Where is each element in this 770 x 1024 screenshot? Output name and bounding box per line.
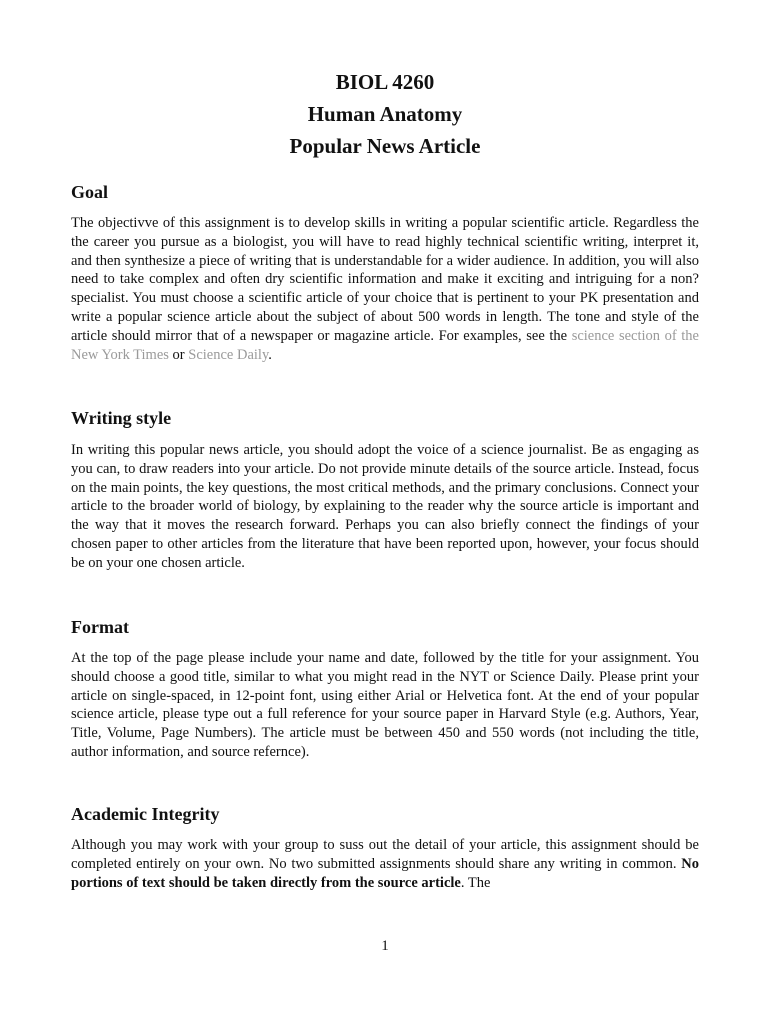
academic-integrity-paragraph — [71, 836, 699, 892]
goal-heading: Goal — [71, 182, 109, 202]
format-heading: Format — [71, 617, 129, 637]
writing-style-paragraph: In writing this popular news article, you should adopt the voice of a science journalist. Be as engaging as you can, to draw readers into your article. Do not provide minute details of the source article. Instead, focus on the main points, the key questions, the most critical methods, and the primary conclusions. Connect your article to the broader world of biology, by explaining to the reader why the source article is important and the way that it moves the research forward. Perhaps you can also briefly connect the findings of your chosen paper to other articles from the literature that have been reported upon, however, your focus should be on your one chosen article. — [71, 442, 699, 571]
goal-connector: or — [168, 346, 189, 363]
nyt-science-link[interactable]: science section of the New York Times — [71, 327, 699, 363]
goal-text: The objectivve of this assignment is to develop skills in writing a popular scientific article. Regardless the the career you pursue as a biologist, you will have to read highly technical scientific writing, interpret it, and then synthesize a piece of writing that is understandable for a wider audience. In addition, you will also need to take complex and often dry scientific information and make it exciting and intriguing for a non?specialist. You must choose a scientific article of your choice that is pertinent to your PK presentation and write a popular science article about the subject of about 500 words in length. The tone and style of the article should mirror that of a newspaper or magazine article. For examples, see the — [71, 215, 699, 344]
title-block — [0, 66, 770, 162]
assignment-title: Popular News Article — [289, 134, 481, 158]
goal-end: . — [268, 346, 272, 363]
page-number: 1 — [381, 938, 389, 954]
format-paragraph: At the top of the page please include your name and date, followed by the title for your assignment. You should choose a good title, similar to what you might read in the NYT or Science Daily. Please print your article on single-spaced, in 12-point font, using either Arial or Helvetica font. At the end of your popular science article, please type out a full reference for your source paper in Harvard Style (e.g. Authors, Year, Title, Volume, Page Numbers). The article must be between 450 and 550 words (not including the title, author information, and source refernce). — [71, 650, 699, 760]
course-name: Human Anatomy — [307, 102, 463, 126]
integrity-bold-warning: No portions of text should be taken directly from the source article — [71, 855, 699, 891]
science-daily-link[interactable]: Science Daily — [188, 346, 269, 363]
integrity-text-end: . The — [460, 874, 491, 891]
integrity-text: Although you may work with your group to suss out the detail of your article, this assignment should be completed entirely on your own. No two submitted assignments should share any writing in common. — [71, 837, 699, 872]
goal-paragraph — [71, 214, 699, 364]
course-code: BIOL 4260 — [335, 70, 435, 94]
academic-integrity-heading: Academic Integrity — [71, 804, 220, 824]
writing-style-heading: Writing style — [71, 408, 172, 428]
